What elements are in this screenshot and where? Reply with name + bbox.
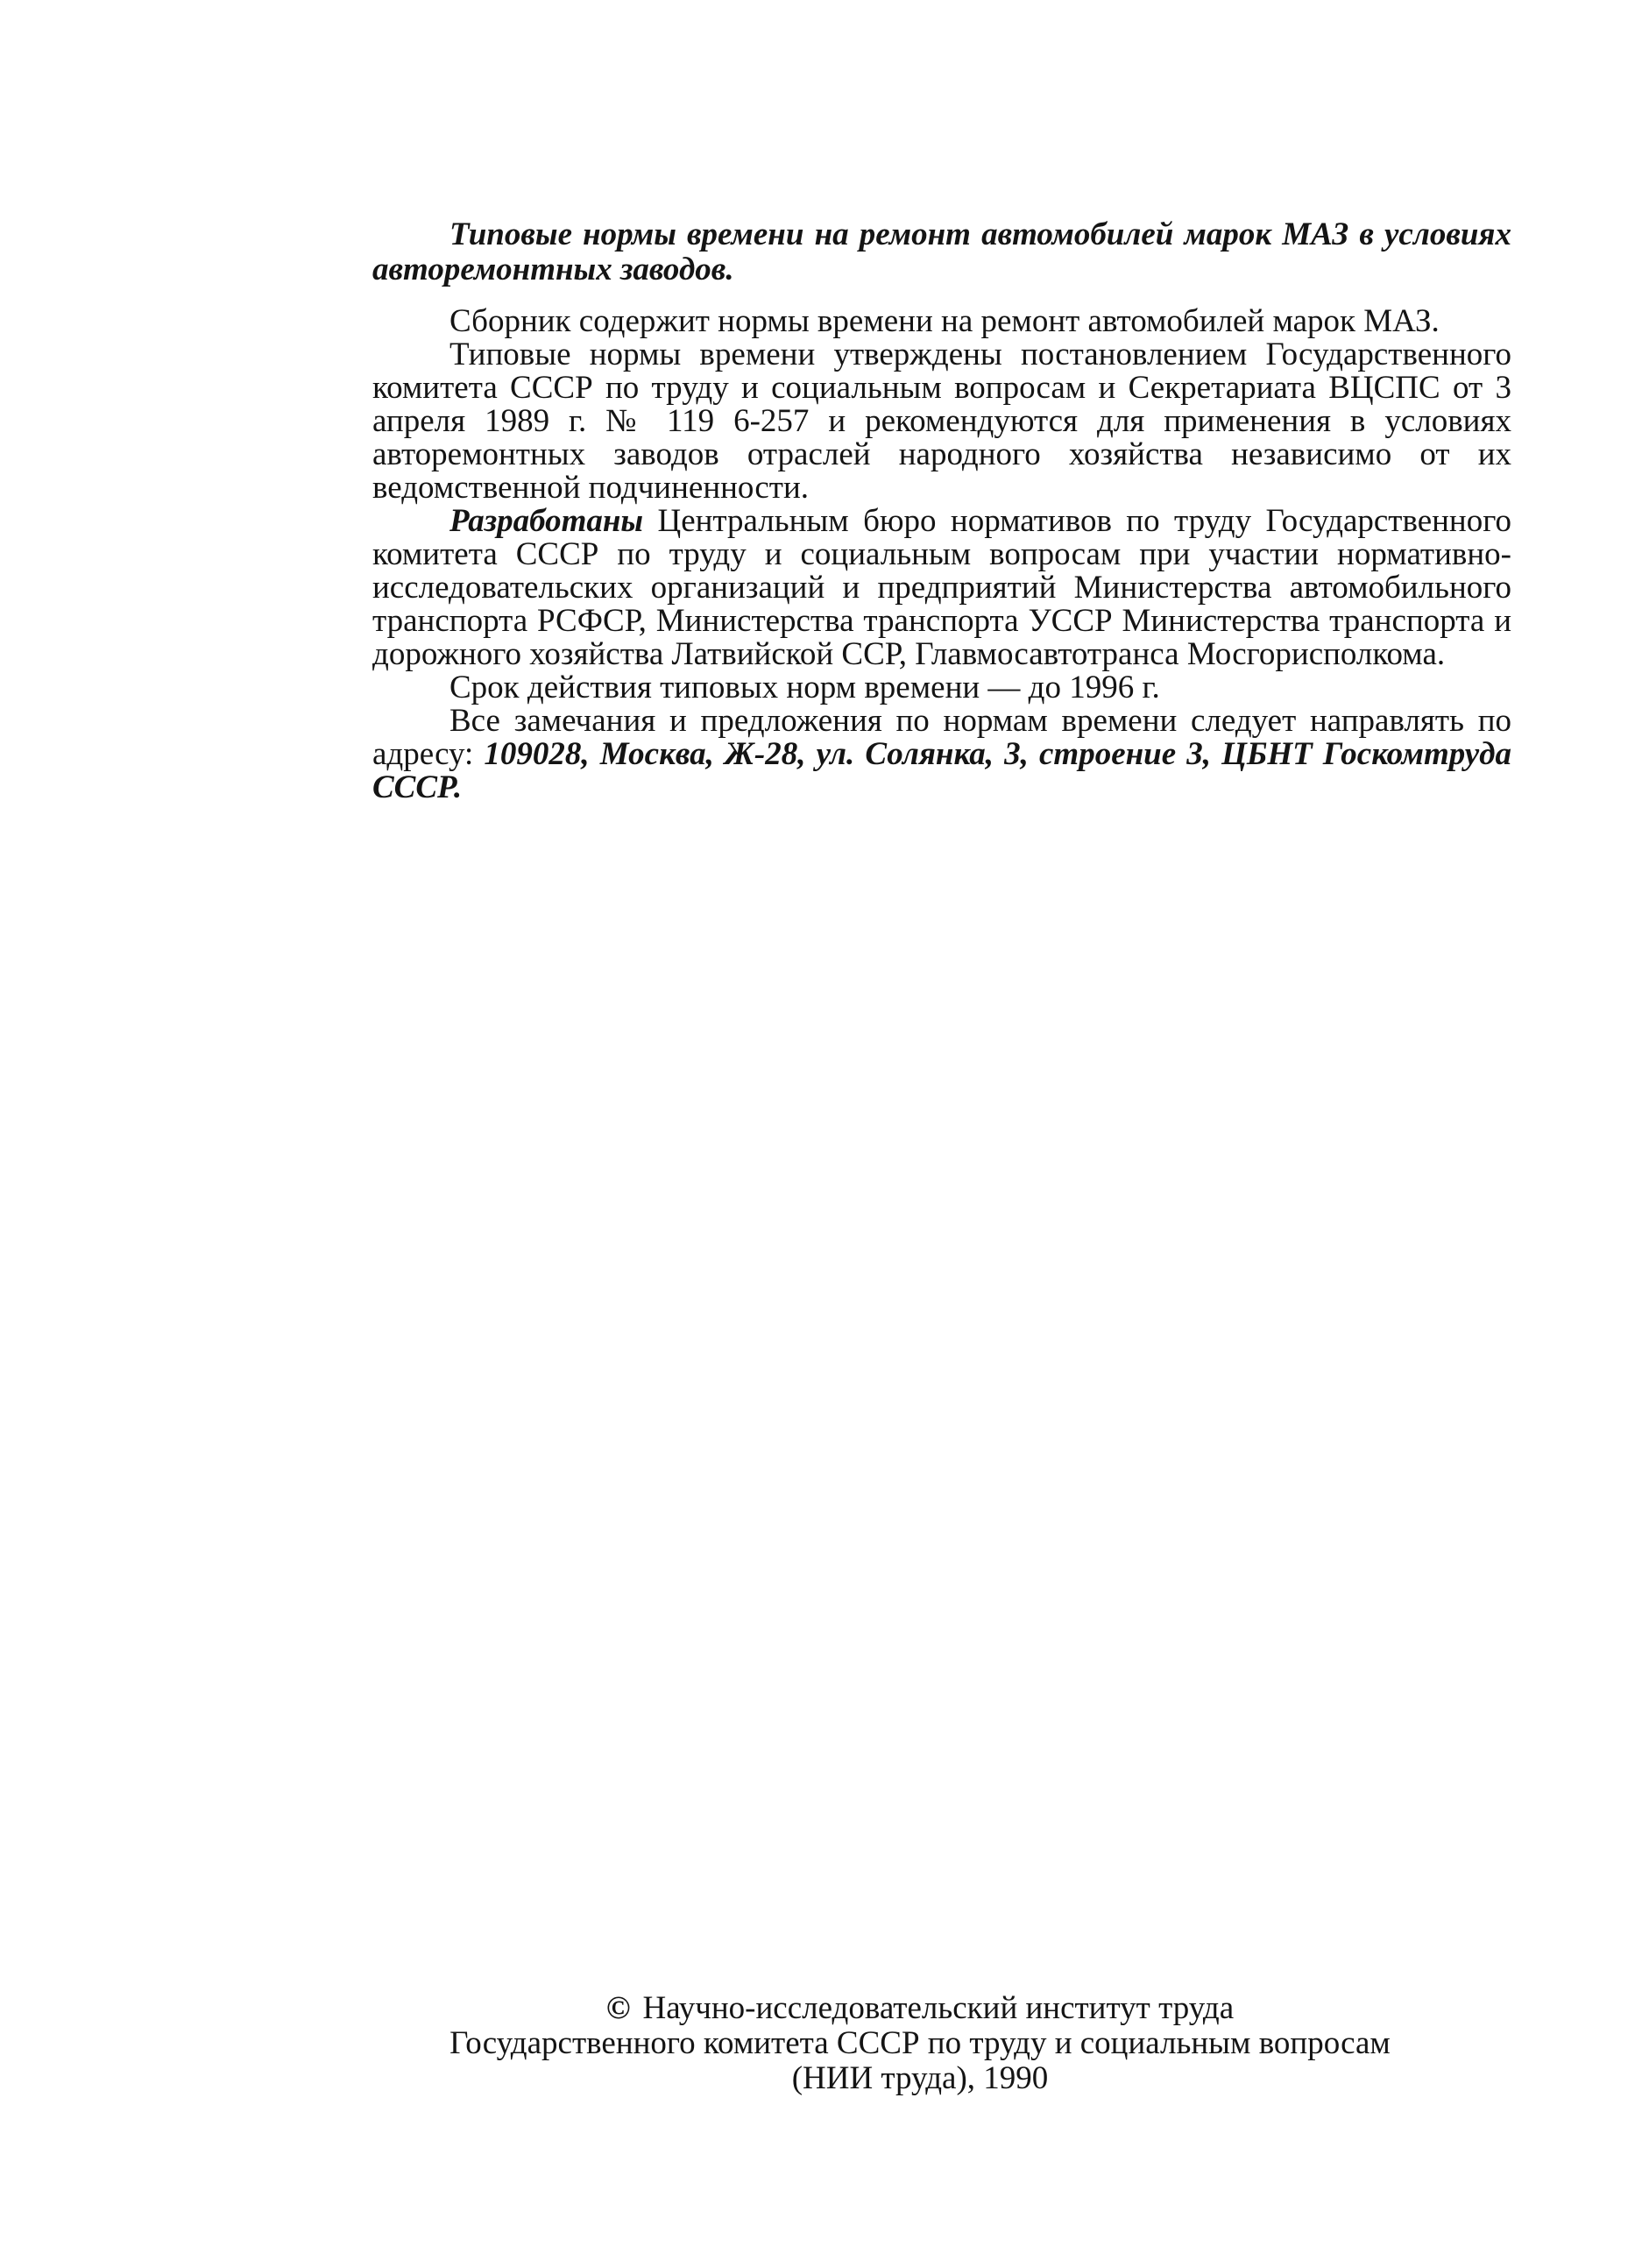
document-title: Типовые нормы времени на ремонт автомобилей марок МАЗ в условиях авторемонтных заводов. bbox=[372, 216, 1511, 287]
address-intro: Все замечания и предложения по нормам времени следует направлять по адресу: bbox=[372, 703, 1511, 772]
copyright-line-3: (НИИ труда), 1990 bbox=[791, 2060, 1049, 2096]
developers-text: Центральным бюро нормативов по труду Государственного комитета СССР по труду и социальным вопросам при участии нормативно-исследовательских организаций и предприятий Министерства автомобильного транспорта РСФСР, Министерства транспорта УССР Министерства транспорта и дорожного хозяйства Латвийской ССР, Главмосавтотранса Мосгорисполкома. bbox=[372, 503, 1511, 672]
copyright-holder: Научно-исследовательский институт труда bbox=[642, 1990, 1235, 2026]
postal-address: 109028, Москва, Ж-28, ул. Солянка, 3, строение 3, ЦБНТ Госкомтруда СССР. bbox=[372, 736, 1511, 805]
copyright-line-1 bbox=[350, 1991, 1490, 2026]
paragraph-summary: Сборник содержит нормы времени на ремонт автомобилей марок МАЗ. bbox=[449, 303, 1440, 339]
body-paragraphs bbox=[372, 305, 1511, 804]
copyright-line-2: Государственного комитета СССР по труду и социальным вопросам bbox=[449, 2025, 1391, 2061]
main-text-block bbox=[372, 217, 1511, 804]
paragraph-developers bbox=[372, 505, 1511, 671]
paragraph-validity: Срок действия типовых норм времени — до 1996 г. bbox=[449, 670, 1160, 705]
paragraph-address bbox=[372, 705, 1511, 804]
developers-lead: Разработаны bbox=[449, 503, 644, 539]
paragraph-approval: Типовые нормы времени утверждены постановлением Государственного комитета СССР по труду и социальным вопросам и Секретариата ВЦСПС от 3 апреля 1989 г. № 119 6-257 и рекомендуются для применения в условиях авторемонтных заводов отраслей народного хозяйства независимо от их ведомственной подчиненности. bbox=[372, 337, 1511, 506]
copyright-block bbox=[350, 1991, 1490, 2096]
copyright-icon: © bbox=[605, 1990, 631, 2026]
